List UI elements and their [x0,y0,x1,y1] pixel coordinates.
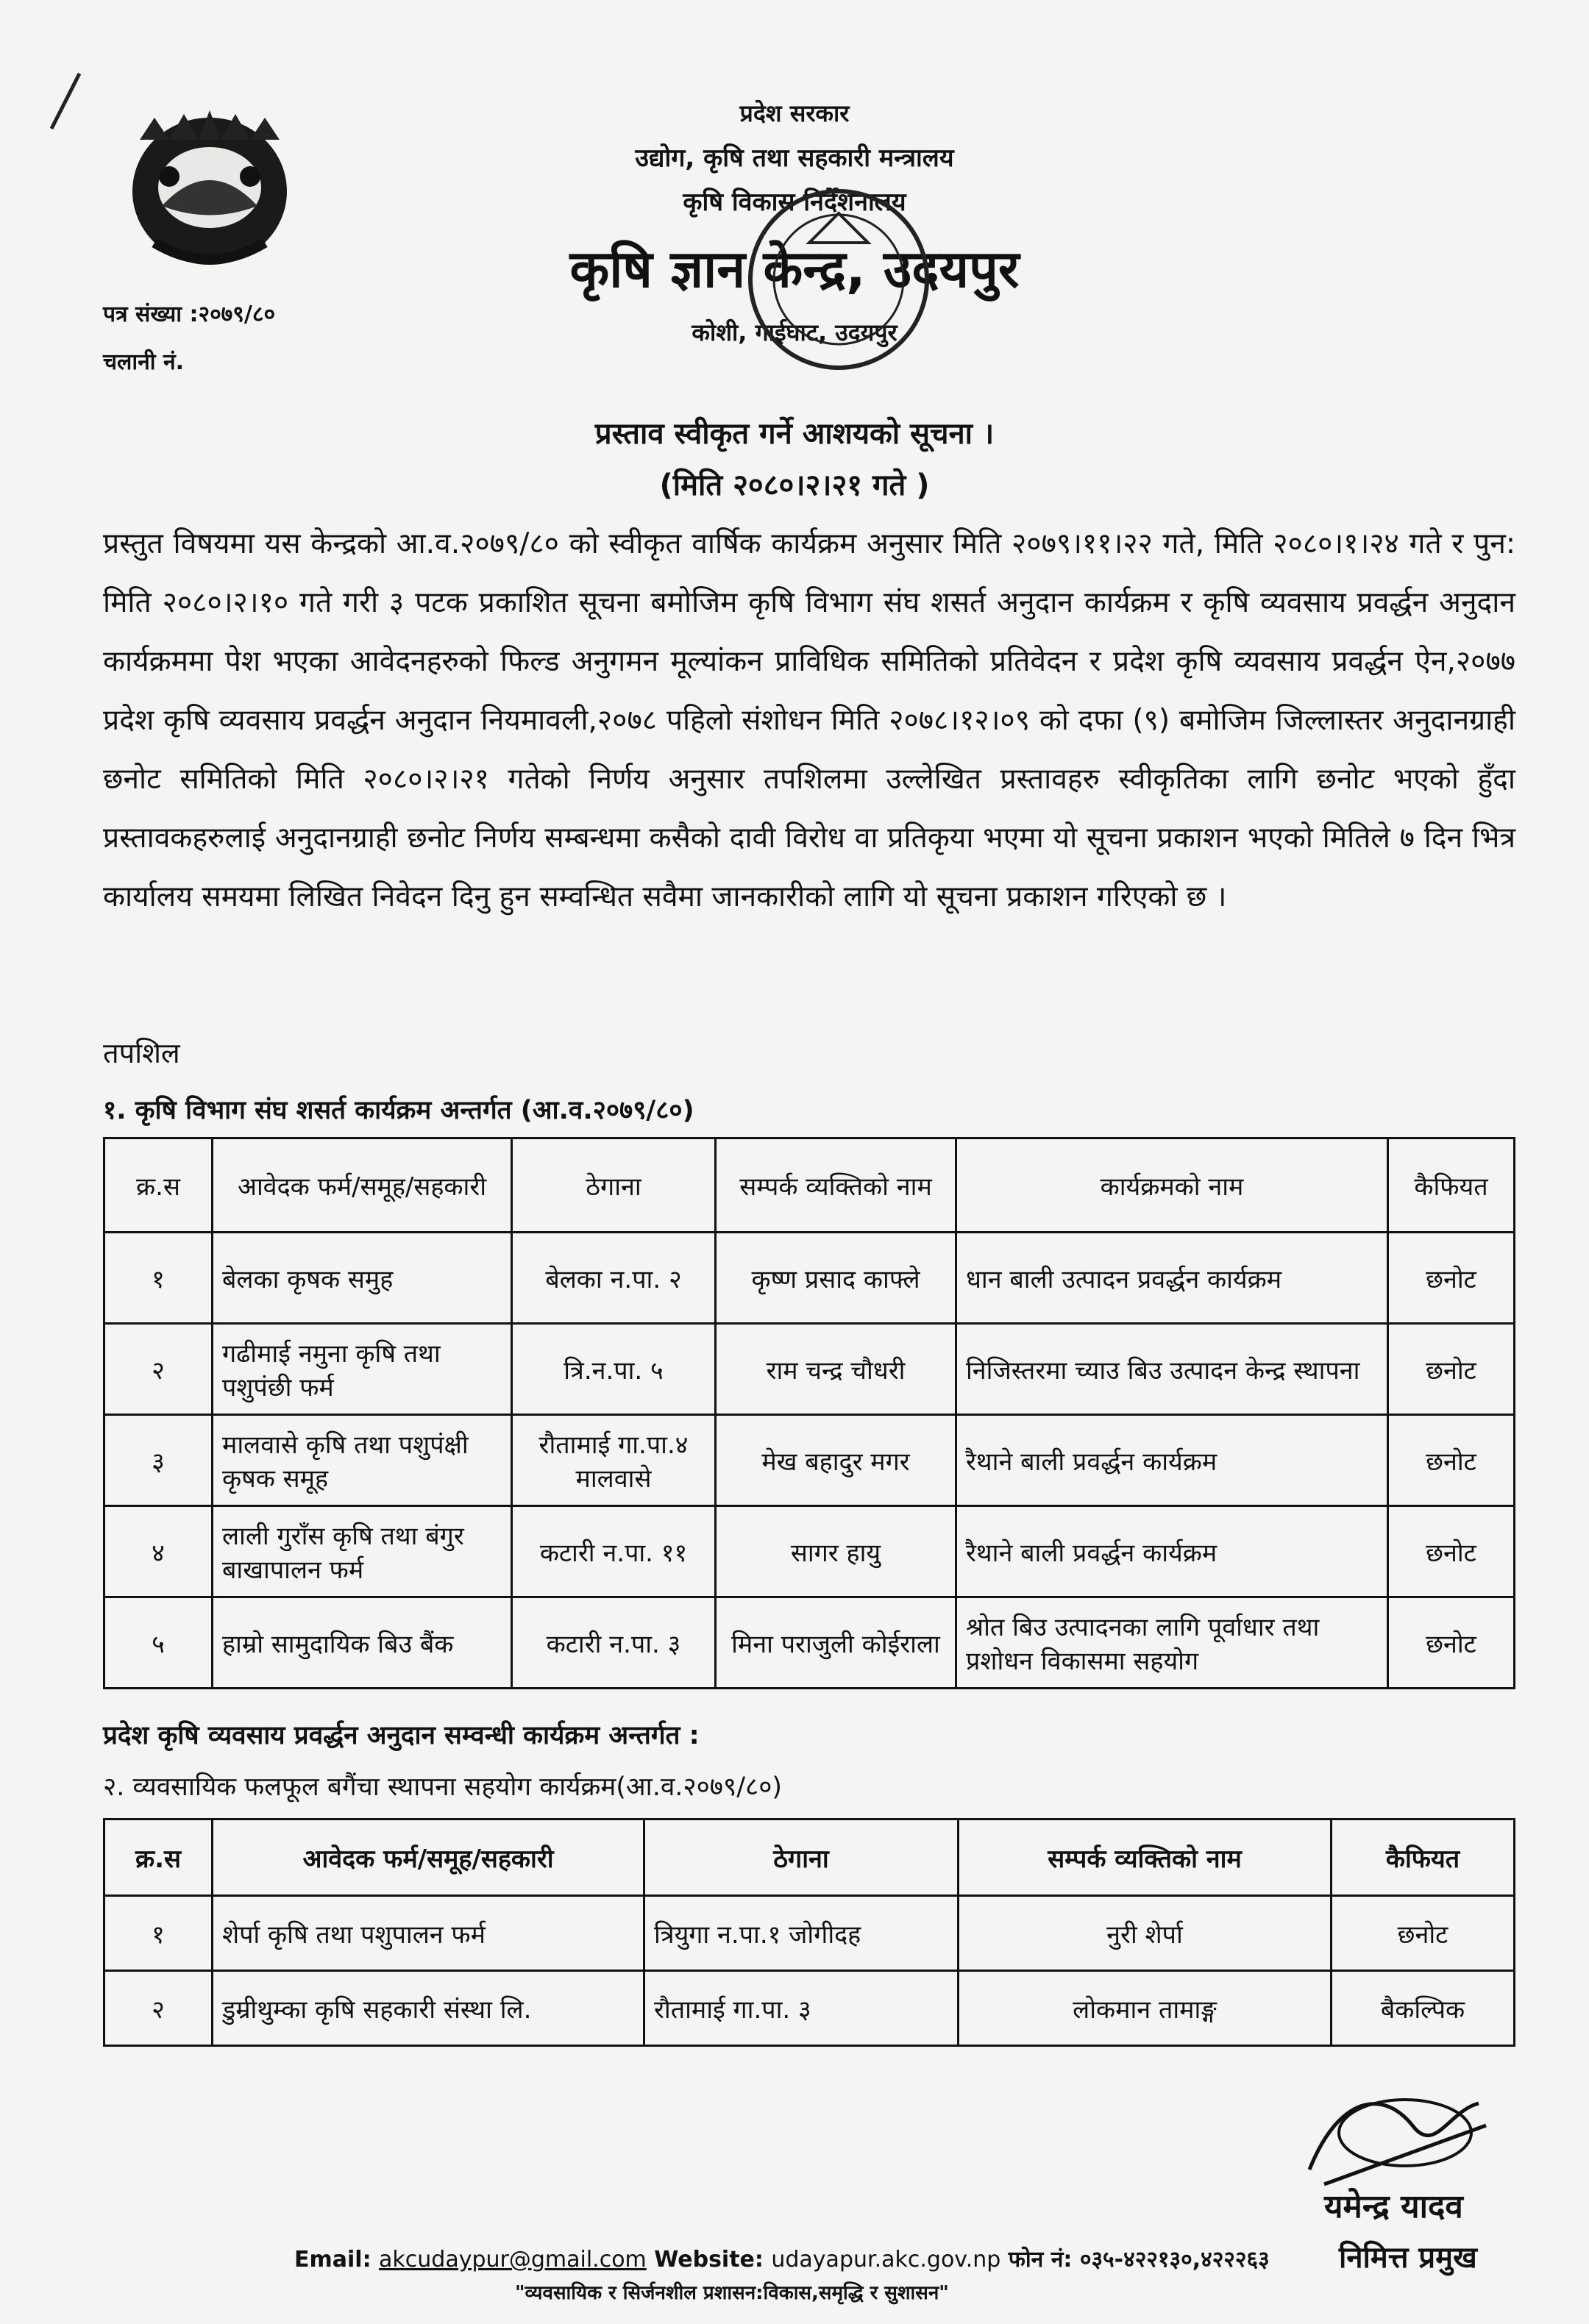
table-cell: त्रियुगा न.पा.१ जोगीदह [644,1896,959,1971]
table-cell: १ [104,1896,213,1971]
header-ministry: उद्योग, कृषि तथा सहकारी मन्त्रालय [635,143,954,173]
header-province: प्रदेश सरकार [739,99,850,127]
table-cell: बेलका कृषक समुह [213,1233,512,1324]
table-cell: ५ [104,1597,213,1689]
table-cell: रैथाने बाली प्रवर्द्धन कार्यक्रम [956,1415,1388,1506]
col-sn: क्र.स [104,1819,213,1896]
col-address: ठेगाना [644,1819,959,1896]
signatory-post: निमित्त प्रमुख [1339,2241,1477,2275]
signature-scribble [1295,2081,1501,2192]
table-cell: श्रोत बिउ उत्पादनका लागि पूर्वाधार तथा प्रशोधन विकासमा सहयोग [956,1597,1388,1689]
details-label: तपशिल [103,1037,180,1069]
table-cell: १ [104,1233,213,1324]
section1-table [103,1137,1515,1689]
header-address: कोशी, गाईघाट, उदयपुर [692,318,897,346]
signatory-name: यमेन्द्र यादव [1324,2188,1463,2225]
col-remarks: कैफियत [1388,1138,1515,1233]
table-row [104,1506,1515,1597]
col-contact: सम्पर्क व्यक्तिको नाम [959,1819,1332,1896]
table-cell: निजिस्तरमा च्याउ बिउ उत्पादन केन्द्र स्थापना [956,1324,1388,1415]
notice-body: प्रस्तुत विषयमा यस केन्द्रको आ.व.२०७९/८० को स्वीकृत वार्षिक कार्यक्रम अनुसार मिति २०७९।११।२२ गते, मिति २०८०।१।२४ गते र पुन: मिति २०८०।२।१० गते गरी ३ पटक प्रकाशित सूचना बमोजिम कृषि विभाग संघ शसर्त अनुदान कार्यक्रम र कृषि व्यवसाय प्रवर्द्धन अनुदान कार्यक्रममा पेश भएका आवेदनहरुको फिल्ड अनुगमन मूल्यांकन प्राविधिक समितिको प्रतिवेदन र प्रदेश कृषि व्यवसाय प्रवर्द्धन ऐन,२०७७ प्रदेश कृषि व्यवसाय प्रवर्द्धन अनुदान नियमावली,२०७८ पहिलो संशोधन मिति २०७८।१२।०९ को दफा (९) बमोजिम जिल्लास्तर अनुदानग्राही छनोट समितिको मिति २०८०।२।२१ गतेको निर्णय अनुसार तपशिलमा उल्लेखित प्रस्तावहरु स्वीकृतिका लागि छनोट भएको हुँदा प्रस्तावकहरुलाई अनुदानग्राही छनोट निर्णय सम्बन्धमा कसैको दावी विरोध वा प्रतिकृया भएमा यो सूचना प्रकाशन भएको मितिले ७ दिन भित्र कार्यालय समयमा लिखित निवेदन दिनु हुन सम्वन्धित सवैमा जानकारीको लागि यो सूचना प्रकाशन गरिएको छ । [103,527,1515,913]
table-cell: बैकल्पिक [1332,1971,1515,2046]
table-cell: मिना पराजुली कोईराला [716,1597,956,1689]
table-cell: छनोट [1388,1597,1515,1689]
table-cell: हाम्रो सामुदायिक बिउ बैंक [213,1597,512,1689]
table-cell: ४ [104,1506,213,1597]
table-cell: छनोट [1388,1415,1515,1506]
email-link[interactable]: akcudaypur@gmail.com [379,2247,647,2273]
notice-date: (मिति २०८०।२।२१ गते ) [659,468,930,502]
section2-table [103,1818,1515,2047]
table-cell: बेलका न.पा. २ [512,1233,716,1324]
header-directorate: कृषि विकास निर्देशनालय [683,188,906,217]
table-cell: डुम्रीथुम्का कृषि सहकारी संस्था लि. [213,1971,644,2046]
table-cell: कटारी न.पा. ३ [512,1597,716,1689]
table-cell: सागर हायु [716,1506,956,1597]
table-row [104,1896,1515,1971]
table-cell: नुरी शेर्पा [959,1896,1332,1971]
table-row [104,1971,1515,2046]
table-cell: गढीमाई नमुना कृषि तथा पशुपंछी फर्म [213,1324,512,1415]
table-row [104,1324,1515,1415]
table-cell: धान बाली उत्पादन प्रवर्द्धन कार्यक्रम [956,1233,1388,1324]
website-label: Website: [654,2247,764,2273]
notice-title: प्रस्ताव स्वीकृत गर्ने आशयको सूचना । [594,417,995,451]
col-contact: सम्पर्क व्यक्तिको नाम [716,1138,956,1233]
table-row [104,1597,1515,1689]
table-cell: २ [104,1971,213,2046]
footer-contact [294,2243,1309,2273]
table-cell: मेख बहादुर मगर [716,1415,956,1506]
col-address: ठेगाना [512,1138,716,1233]
table-row [104,1415,1515,1506]
table-cell: रौतामाई गा.पा.४ मालवासे [512,1415,716,1506]
table-cell: छनोट [1332,1896,1515,1971]
dispatch-number: चलानी नं. [103,349,185,375]
table-cell: रैथाने बाली प्रवर्द्धन कार्यक्रम [956,1506,1388,1597]
phone-number: फोन नं: ०३५-४२२१३०,४२२२६३ [1008,2247,1270,2273]
office-title: कृषि ज्ञान केन्द्र, उदयपुर [569,239,1020,299]
col-applicant: आवेदक फर्म/समूह/सहकारी [213,1819,644,1896]
table-cell: कटारी न.पा. ११ [512,1506,716,1597]
office-stamp [736,177,942,382]
section2-intro: प्रदेश कृषि व्यवसाय प्रवर्द्धन अनुदान सम्वन्धी कार्यक्रम अन्तर्गत : [103,1721,700,1750]
table-cell: मालवासे कृषि तथा पशुपंक्षी कृषक समूह [213,1415,512,1506]
col-sn: क्र.स [104,1138,213,1233]
table-cell: त्रि.न.पा. ५ [512,1324,716,1415]
col-applicant: आवेदक फर्म/समूह/सहकारी [213,1138,512,1233]
table-cell: लोकमान तामाङ्ग [959,1971,1332,2046]
footer-motto: "व्यवसायिक र सिर्जनशील प्रशासन:विकास,समृद्धि र सुशासन" [515,2282,949,2304]
table-cell: लाली गुराँस कृषि तथा बंगुर बाखापालन फर्म [213,1506,512,1597]
section2-heading: २. व्यवसायिक फलफूल बगैंचा स्थापना सहयोग कार्यक्रम(आ.व.२०७९/८०) [103,1772,783,1802]
website-link[interactable]: udayapur.akc.gov.np [771,2247,1001,2273]
table-cell: २ [104,1324,213,1415]
table-cell: छनोट [1388,1506,1515,1597]
table-cell: राम चन्द्र चौधरी [716,1324,956,1415]
table-cell: रौतामाई गा.पा. ३ [644,1971,959,2046]
table-cell: छनोट [1388,1324,1515,1415]
table-row [104,1233,1515,1324]
table-cell: छनोट [1388,1233,1515,1324]
col-remarks: कैफियत [1332,1819,1515,1896]
col-program: कार्यक्रमको नाम [956,1138,1388,1233]
email-label: Email: [294,2247,372,2273]
table-cell: ३ [104,1415,213,1506]
table-cell: शेर्पा कृषि तथा पशुपालन फर्म [213,1896,644,1971]
table-cell: कृष्ण प्रसाद काफ्ले [716,1233,956,1324]
letter-number: पत्र संख्या :२०७९/८० [103,302,276,327]
section1-heading: १. कृषि विभाग संघ शसर्त कार्यक्रम अन्तर्गत (आ.व.२०७९/८०) [103,1096,694,1125]
